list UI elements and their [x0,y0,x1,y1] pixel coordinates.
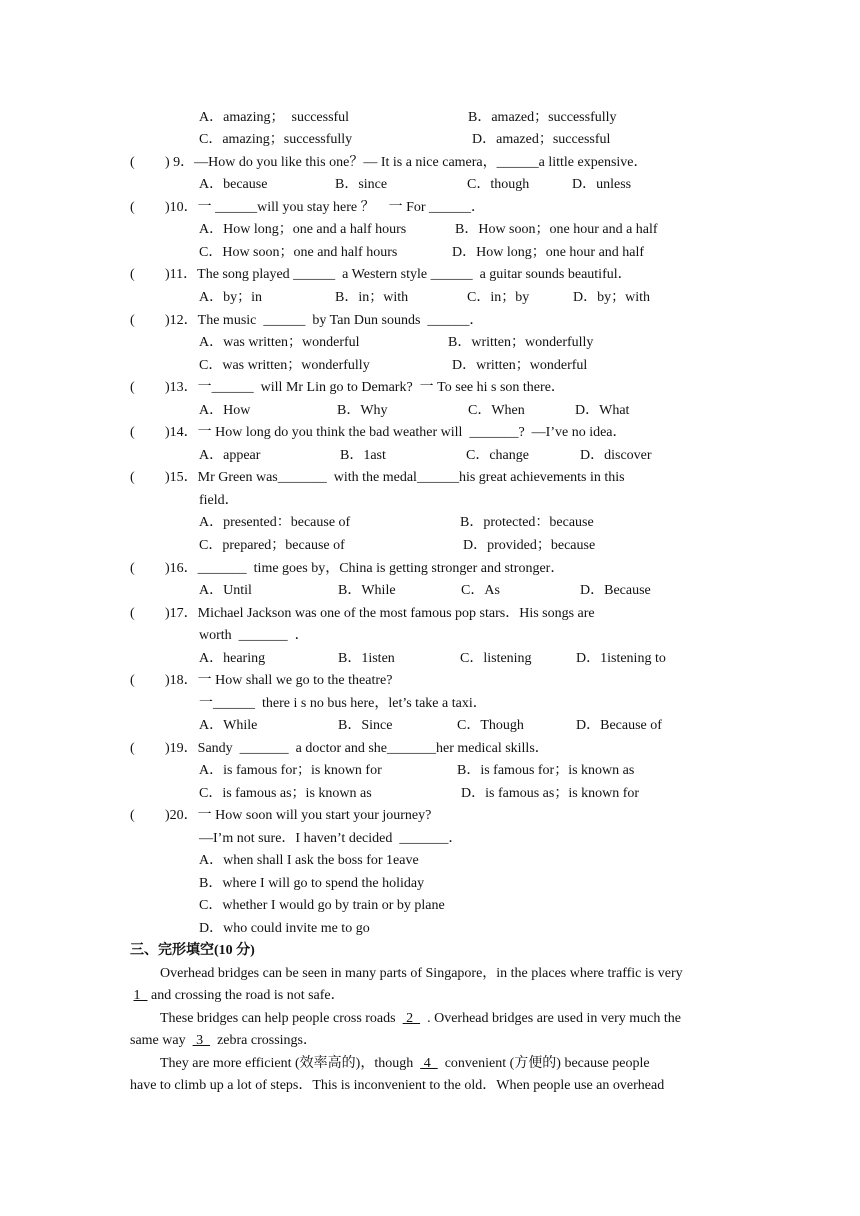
answer-paren: ( [130,425,135,440]
question-line: D．provided；because [463,538,596,553]
answer-paren: ( [130,200,135,215]
question-line: C．As [461,583,500,598]
question-line: )20．一 How soon will you start your journey? [165,808,432,823]
section-title: 三、完形填空(10 分) [130,943,255,958]
passage-line [130,1032,317,1050]
passage-text: have to climb up a lot of steps．This is inconvenient to the old．When people use an overhead [130,1078,665,1093]
question-line: B．protected：because [460,515,594,530]
question-line: 一______ there i s no bus here，let’s take a taxi． [199,696,487,711]
question-line: C．is famous as；is known as [199,786,372,801]
answer-paren: ( [130,380,135,395]
passage-text: zebra crossings． [210,1033,318,1048]
question-line: D．Because of [576,718,662,733]
passage-line [130,987,345,1005]
passage-text: and crossing the road is not safe． [147,988,345,1003]
blank-number: 2 [402,1011,421,1026]
question-line: B．Why [337,403,388,418]
question-line: C．prepared；because of [199,538,345,553]
passage-text: They are more efficient (效率高的)，though [160,1056,421,1071]
question-line: B．written；wonderfully [448,335,594,350]
question-line: )14．一 How long do you think the bad weather will _______? —I’ve no idea． [165,425,627,440]
question-line: C．though [467,177,530,192]
question-line: )18．一 How shall we go to the theatre? [165,673,393,688]
question-line: B．in；with [335,290,409,305]
question-line: B．since [335,177,388,192]
blank-number: 3 [192,1033,211,1048]
question-line: C．Though [457,718,524,733]
question-line: C．listening [460,651,532,666]
question-line: A．While [199,718,258,733]
passage-text: These bridges can help people cross roads [160,1011,403,1026]
question-line: B．is famous for；is known as [457,763,635,778]
question-line: C．When [468,403,525,418]
question-line: D．who could invite me to go [199,921,370,936]
question-line: C．How soon；one and half hours [199,245,398,260]
passage-line [160,1055,650,1073]
passage-text: . Overhead bridges are used in very much the [420,1011,681,1026]
question-line: )15．Mr Green was_______ with the medal______his great achievements in this [165,470,625,485]
question-line: D．unless [572,177,632,192]
passage-text: convenient (方便的) because people [437,1056,650,1071]
question-line: D．is famous as；is known for [461,786,640,801]
question-line: )16．_______ time goes by，China is getting stronger and stronger． [165,561,565,576]
question-line: B．1isten [338,651,395,666]
question-line: —I’m not sure．I haven’t decided _______． [199,831,463,846]
passage-text: same way [130,1033,193,1048]
question-line: B．amazed；successfully [468,110,617,125]
question-line: D．Because [580,583,651,598]
question-line: D．by；with [573,290,650,305]
question-line: D．amazed；successful [472,132,611,147]
answer-paren: ( [130,808,135,823]
answer-paren: ( [130,470,135,485]
question-line: D．What [575,403,630,418]
question-line: C．in；by [467,290,530,305]
question-line: worth _______ ． [199,628,309,643]
question-line: B．where I will go to spend the holiday [199,876,425,891]
question-line: B．1ast [340,448,386,463]
question-line: )12．The music ______ by Tan Dun sounds ______． [165,313,484,328]
question-line: B．Since [338,718,393,733]
question-line: D．discover [580,448,652,463]
question-line: )10．一 ______will you stay here ？ 一 For ______． [165,200,486,215]
answer-paren: ( [130,155,135,170]
answer-paren: ( [130,606,135,621]
question-line: )11．The song played ______ a Western style ______ a guitar sounds beautiful． [165,267,632,282]
question-line: D．written；wonderful [452,358,588,373]
answer-paren: ( [130,741,135,756]
question-line: A．How long；one and a half hours [199,222,407,237]
answer-paren: ( [130,561,135,576]
blank-number: 4 [420,1056,438,1071]
question-line: A．because [199,177,268,192]
question-line: A．by；in [199,290,262,305]
answer-paren: ( [130,673,135,688]
question-line: A．Until [199,583,252,598]
blank-number: 1 [133,988,148,1003]
question-line: A．How [199,403,251,418]
question-line: )19．Sandy _______ a doctor and she_______her medical skills． [165,741,549,756]
passage-line [160,965,683,983]
question-line: A．when shall I ask the boss for 1eave [199,853,419,868]
answer-paren: ( [130,267,135,282]
question-line: )17．Michael Jackson was one of the most famous pop stars．His songs are [165,606,595,621]
question-line: D．How long；one hour and half [452,245,645,260]
question-line: field． [199,493,239,508]
question-line: A．presented：because of [199,515,351,530]
question-line: C．change [466,448,529,463]
question-line: )13．一______ will Mr Lin go to Demark? 一 To see hi s son there． [165,380,565,395]
question-line: A．appear [199,448,261,463]
question-line: C．whether I would go by train or by plane [199,898,445,913]
question-line: A．was written；wonderful [199,335,360,350]
question-line: A．hearing [199,651,266,666]
passage-line [160,1010,681,1028]
question-line: B．While [338,583,396,598]
passage-line [130,1077,664,1095]
passage-text: Overhead bridges can be seen in many parts of Singapore，in the places where traffic is very [160,966,683,981]
answer-paren: ( [130,313,135,328]
question-line: C．was written；wonderfully [199,358,370,373]
question-line: D．1istening to [576,651,666,666]
question-line: B．How soon；one hour and a half [455,222,658,237]
question-line: A．is famous for；is known for [199,763,382,778]
question-line: A．amazing； successful [199,110,350,125]
question-line: C．amazing；successfully [199,132,353,147]
question-line: ) 9．—How do you like this one？— It is a nice camera，______a little expensive． [165,155,648,170]
